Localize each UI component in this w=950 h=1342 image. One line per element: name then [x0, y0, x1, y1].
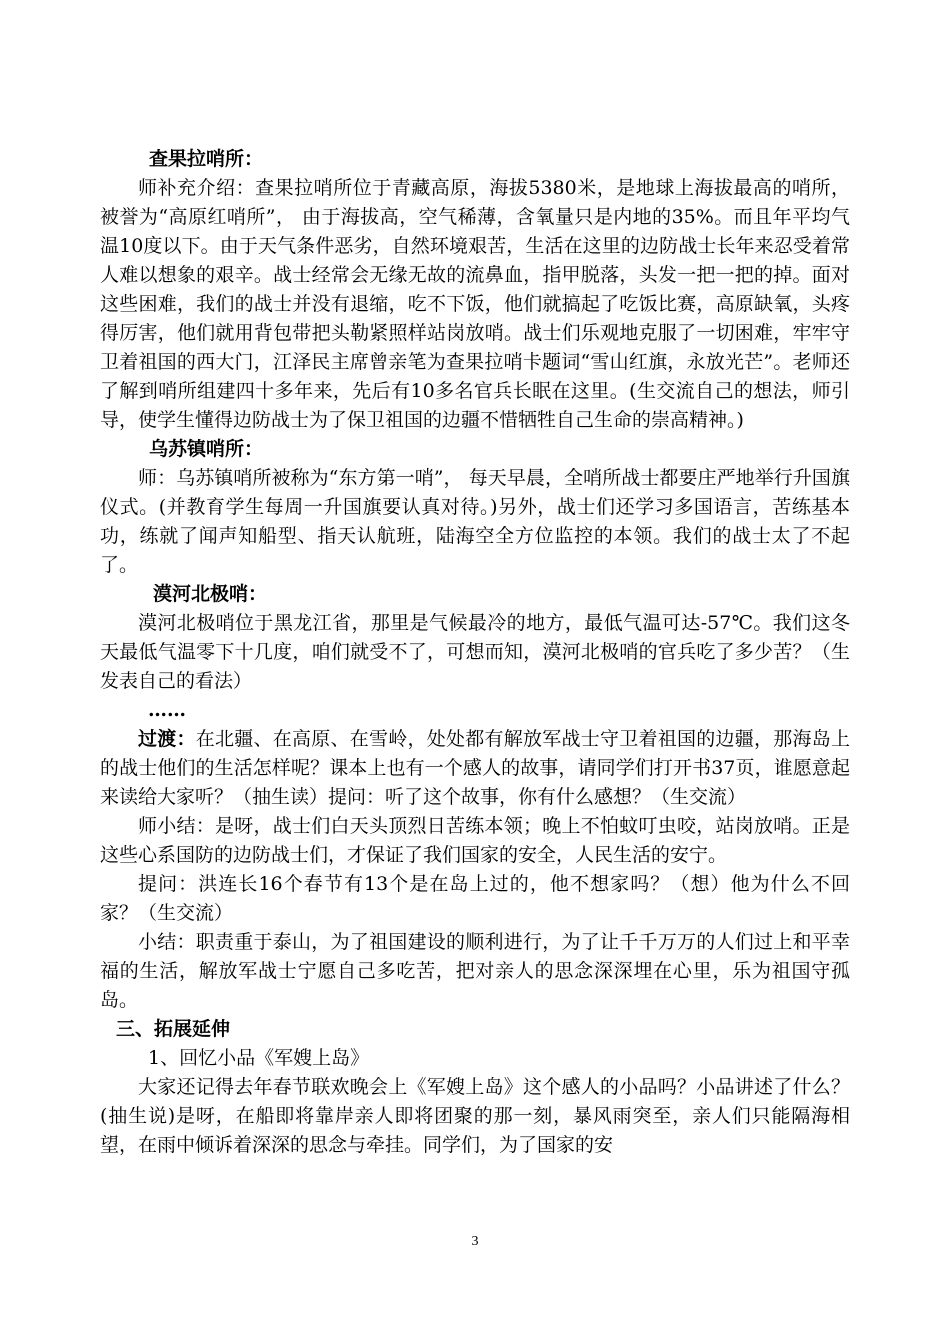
- document-body: [100, 145, 850, 1160]
- heading-chaguola-post: 查果拉哨所：: [149, 148, 264, 170]
- paragraph-summary: 小结：职责重于泰山，为了祖国建设的顺利进行，为了让千千万万的人们过上和平幸福的生活，解放军战士宁愿自己多吃苦，把对亲人的思念深深埋在心里，乐为祖国守孤岛。: [100, 931, 850, 1011]
- heading-mohe-post: 漠河北极哨：: [153, 583, 268, 605]
- ellipsis-line: ……: [148, 699, 186, 721]
- paragraph-mohe-intro: 漠河北极哨位于黑龙江省，那里是气候最冷的地方，最低气温可达-57℃。我们这冬天最低气温零下十几度，咱们就受不了，可想而知，漠河北极哨的官兵吃了多少苦？（生发表自己的看法）: [100, 612, 850, 692]
- section-heading-extension: 三、拓展延伸: [116, 1018, 231, 1040]
- paragraph-wusu-intro: 师：乌苏镇哨所被称为“东方第一哨”， 每天早晨，全哨所战士都要庄严地举行升国旗仪式。(并教育学生每周一升国旗要认真对待。)另外，战士们还学习多国语言，苦练基本功，练就了闻声知船型、指天认航班，陆海空全方位监控的本领。我们的战士太了不起了。: [100, 467, 850, 576]
- subheading-sketch: 1、回忆小品《军嫂上岛》: [148, 1047, 370, 1069]
- paragraph-transition: [100, 725, 850, 812]
- transition-text: 在北疆、在高原、在雪岭，处处都有解放军战士守卫着祖国的边疆，那海岛上的战士他们的生活怎样呢？课本上也有一个感人的故事，请同学们打开书37页，谁愿意起来读给大家听？（抽生读）提问：听了这个故事，你有什么感想？（生交流）: [100, 728, 850, 808]
- paragraph-chaguola-intro: 师补充介绍：查果拉哨所位于青藏高原，海拔5380米，是地球上海拔最高的哨所，被誉为“高原红哨所”， 由于海拔高，空气稀薄，含氧量只是内地的35%。而且年平均气温10度以下。由于天气条件恶劣，自然环境艰苦，生活在这里的边防战士长年来忍受着常人难以想象的艰辛。战士经常会无缘无故的流鼻血，指甲脱落，头发一把一把的掉。面对这些困难，我们的战士并没有退缩，吃不下饭，他们就搞起了吃饭比赛，高原缺氧，头疼得厉害，他们就用背包带把头勒紧照样站岗放哨。战士们乐观地克服了一切困难，牢牢守卫着祖国的西大门，江泽民主席曾亲笔为查果拉哨卡题词“雪山红旗，永放光芒”。老师还了解到哨所组建四十多年来，先后有10多名官兵长眠在这里。(生交流自己的想法，师引导，使学生懂得边防战士为了保卫祖国的边疆不惜牺牲自己生命的崇高精神。): [100, 177, 850, 431]
- paragraph-sketch-recall: 大家还记得去年春节联欢晚会上《军嫂上岛》这个感人的小品吗？小品讲述了什么？(抽生说)是呀，在船即将靠岸亲人即将团聚的那一刻，暴风雨突至，亲人们只能隔海相望，在雨中倾诉着深深的思念与牵挂。同学们，为了国家的安: [100, 1076, 850, 1156]
- paragraph-teacher-summary: 师小结：是呀，战士们白天头顶烈日苦练本领；晚上不怕蚊叮虫咬，站岗放哨。正是这些心系国防的边防战士们，才保证了我们国家的安全，人民生活的安宁。: [100, 815, 850, 866]
- transition-lead: 过渡：: [138, 728, 196, 750]
- paragraph-question: 提问：洪连长16个春节有13个是在岛上过的，他不想家吗？（想）他为什么不回家？（生交流）: [100, 873, 850, 924]
- heading-wusu-post: 乌苏镇哨所：: [149, 438, 264, 460]
- page-number: 3: [471, 1234, 479, 1249]
